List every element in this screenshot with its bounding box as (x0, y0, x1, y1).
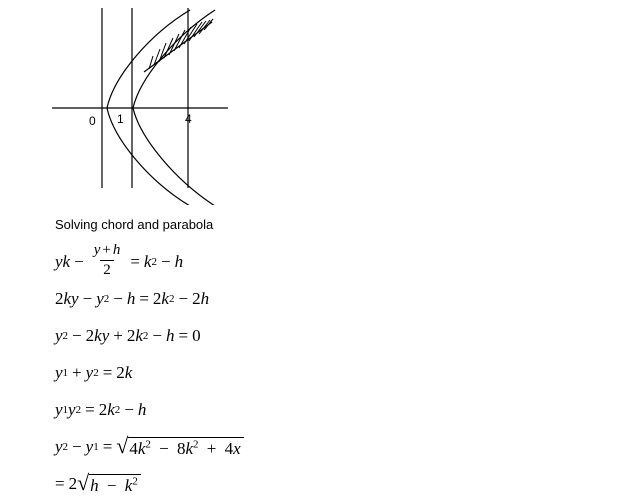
equation-row-4: y 1 + y 2 = 2 k (55, 362, 133, 382)
tick-label-0: 0 (89, 114, 96, 128)
figure-caption: Solving chord and parabola (55, 217, 214, 232)
tick-label-1: 1 (117, 112, 124, 126)
radical-expression-1: √ $4k^2 - 8k^2 + 4x$ (116, 434, 243, 459)
tick-label-4: 4 (185, 112, 192, 126)
equation-row-2: 2 k y − y 2 − h = 2 k 2 − 2 h (55, 288, 210, 308)
equation-row-7: = 2 √ $h - k^2$ (55, 465, 575, 502)
equation-row-1: y k − $\frac{y + h}{2}$ = k 2 − h (55, 242, 184, 278)
equation-row-6: y 2 − y 1 = √ $4k^2 - 8k^2 + 4x$ (55, 428, 575, 465)
equation-row-3: y 2 − 2 k y + 2 k 2 − h = 0 (55, 325, 201, 345)
equation-list (55, 243, 575, 502)
radical-expression-2: √ $h - k^2$ (77, 471, 141, 496)
figure-svg (40, 0, 270, 205)
parabola-figure (40, 0, 270, 205)
fraction-y-plus-h-over-2: $\frac{y + h}{2}$ (93, 242, 121, 278)
equation-row-5: y 1 y 2 = 2 k 2 − h (55, 399, 147, 419)
